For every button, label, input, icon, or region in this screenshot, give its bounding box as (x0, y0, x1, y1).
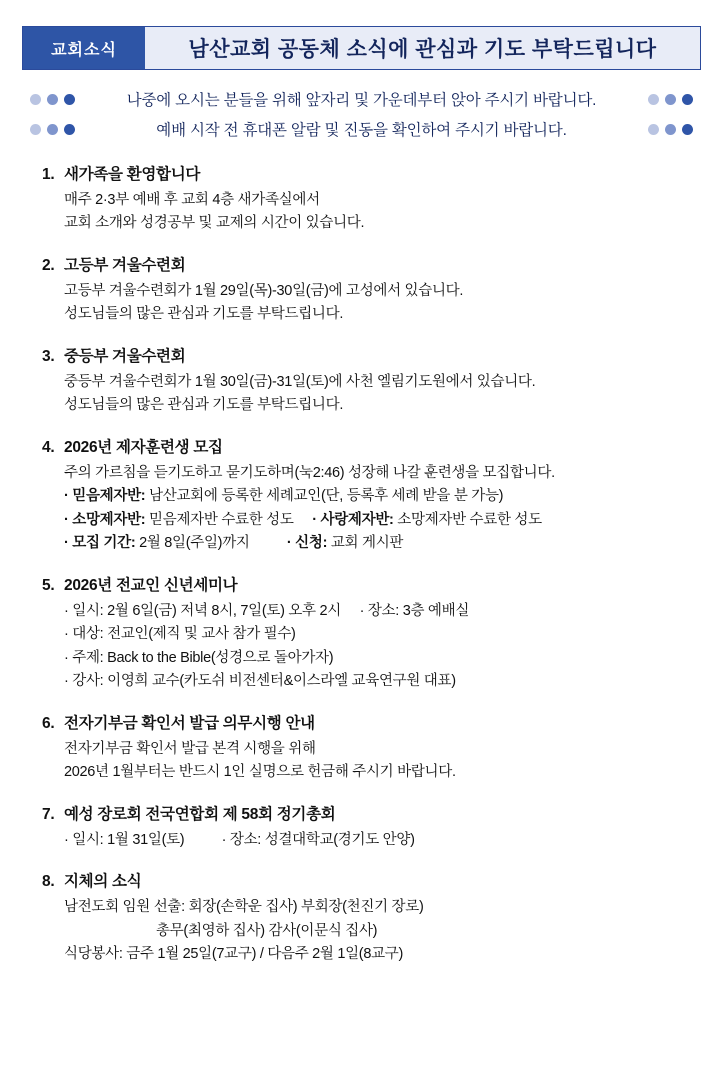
announcement-body (42, 896, 693, 966)
notice-text: 예배 시작 전 휴대폰 알람 및 진동을 확인하여 주시기 바랍니다. (156, 122, 567, 139)
announcement-heading (42, 253, 693, 275)
announcement-line: 남전도회 임원 선출: 회장(손학운 집사) 부회장(천진기 장로) (64, 899, 424, 916)
dot-icon (64, 94, 75, 105)
announcement-line: · 강사: 이영희 교수(카도쉬 비전센터&이스라엘 교육연구원 대표) (64, 673, 456, 690)
announcement-item (42, 869, 693, 966)
dot-icon (682, 94, 693, 105)
announcement-number: 4. (42, 438, 55, 456)
notice-list (22, 84, 701, 144)
announcement-body (42, 462, 693, 556)
header-banner (22, 26, 701, 70)
notice-row (30, 114, 693, 144)
announcement-line: 주의 가르침을 듣기도하고 묻기도하며(눅2:46) 성장해 나갈 훈련생을 모집합니다. (64, 464, 555, 481)
announcement-title: 새가족을 환영합니다 (64, 166, 201, 183)
announcement-title: 2026년 제자훈련생 모집 (64, 438, 223, 456)
announcement-line: 매주 2·3부 예배 후 교회 4층 새가족실에서 (64, 192, 320, 208)
announcement-body (42, 189, 693, 236)
announcement-line: 성도님들의 많은 관심과 기도를 부탁드립니다. (64, 397, 344, 414)
dot-group-right (635, 124, 693, 135)
announcement-title: 2026년 전교인 신년세미나 (64, 576, 238, 594)
dot-icon (64, 124, 75, 135)
dot-group-left (30, 124, 88, 135)
announcement-number: 7. (42, 805, 55, 823)
dot-icon (30, 94, 41, 105)
dot-icon (30, 124, 41, 135)
notice-row (30, 84, 693, 114)
announcement-body (42, 829, 693, 852)
announcement-heading (42, 869, 693, 891)
announcement-heading (42, 435, 693, 457)
announcement-line: · 주제: Back to the Bible(성경으로 돌아가자) (64, 649, 334, 666)
announcement-number: 8. (42, 873, 55, 891)
announcement-line: 고등부 겨울수련회가 1월 29일(목)-30일(금)에 고성에서 있습니다. (64, 282, 464, 299)
announcement-line: · 일시: 2월 6일(금) 저녁 8시, 7일(토) 오후 2시 · 장소: 3층 예배실 (64, 602, 470, 619)
announcement-heading (42, 711, 693, 733)
announcement-item (42, 344, 693, 418)
announcement-item (42, 573, 693, 694)
dot-icon (47, 124, 58, 135)
announcement-body (42, 738, 693, 785)
announcement-title: 중등부 겨울수련회 (64, 347, 186, 365)
announcement-title: 전자기부금 확인서 발급 의무시행 안내 (64, 714, 315, 732)
announcement-heading (42, 344, 693, 366)
announcement-line: 식당봉사: 금주 1월 25일(7교구) / 다음주 2월 1일(8교구) (64, 946, 404, 963)
announcement-title: 예성 장로회 전국연합회 제 58회 정기총회 (64, 805, 336, 823)
announcement-title: 고등부 겨울수련회 (64, 256, 186, 274)
announcement-heading (42, 802, 693, 824)
announcement-line: 2026년 1월부터는 반드시 1인 실명으로 헌금해 주시기 바랍니다. (64, 764, 456, 781)
announcement-body (42, 371, 693, 418)
dot-icon (648, 94, 659, 105)
announcement-body (42, 600, 693, 694)
announcement-line: · 일시: 1월 31일(토) · 장소: 성결대학교(경기도 안양) (64, 831, 415, 848)
dot-icon (665, 124, 676, 135)
announcement-number: 1. (42, 166, 55, 183)
announcement-line: 교회 소개와 성경공부 및 교제의 시간이 있습니다. (64, 215, 365, 232)
announcement-heading (42, 573, 693, 595)
header-tag-label: 교회소식 (23, 27, 145, 69)
dot-group-right (635, 94, 693, 105)
announcement-item (42, 435, 693, 556)
announcement-item (42, 711, 693, 785)
announcement-item (42, 253, 693, 327)
announcement-number: 5. (42, 576, 55, 594)
announcement-line: 중등부 겨울수련회가 1월 30일(금)-31일(토)에 사천 엘림기도원에서 있습니다. (64, 373, 536, 390)
announcement-line: 성도님들의 많은 관심과 기도를 부탁드립니다. (64, 306, 344, 323)
announcement-item (42, 802, 693, 852)
dot-group-left (30, 94, 88, 105)
announcement-list (22, 162, 701, 967)
notice-text: 나중에 오시는 분들을 위해 앞자리 및 가운데부터 앉아 주시기 바랍니다. (126, 92, 597, 109)
announcement-line: 전자기부금 확인서 발급 본격 시행을 위해 (64, 740, 316, 757)
announcement-line: · 믿음제자반: 남산교회에 등록한 세례교인(단, 등록후 세례 받을 분 가능) (64, 488, 504, 505)
page-title: 남산교회 공동체 소식에 관심과 기도 부탁드립니다 (145, 27, 700, 69)
announcement-number: 6. (42, 714, 55, 732)
announcement-body (42, 280, 693, 327)
announcement-line: · 소망제자반: 믿음제자반 수료한 성도 · 사랑제자반: 소망제자반 수료한 성도 (64, 511, 542, 528)
announcement-heading (42, 162, 693, 184)
announcement-line: 총무(최영하 집사) 감사(이문식 집사) (156, 922, 378, 939)
dot-icon (648, 124, 659, 135)
announcement-line: · 대상: 전교인(제직 및 교사 참가 필수) (64, 626, 296, 643)
announcement-line: · 모집 기간: 2월 8일(주일)까지 · 신청: 교회 게시판 (64, 535, 404, 552)
announcement-number: 2. (42, 256, 55, 274)
announcement-title: 지체의 소식 (64, 873, 142, 891)
dot-icon (665, 94, 676, 105)
dot-icon (682, 124, 693, 135)
dot-icon (47, 94, 58, 105)
announcement-item (42, 162, 693, 236)
announcement-number: 3. (42, 347, 55, 365)
